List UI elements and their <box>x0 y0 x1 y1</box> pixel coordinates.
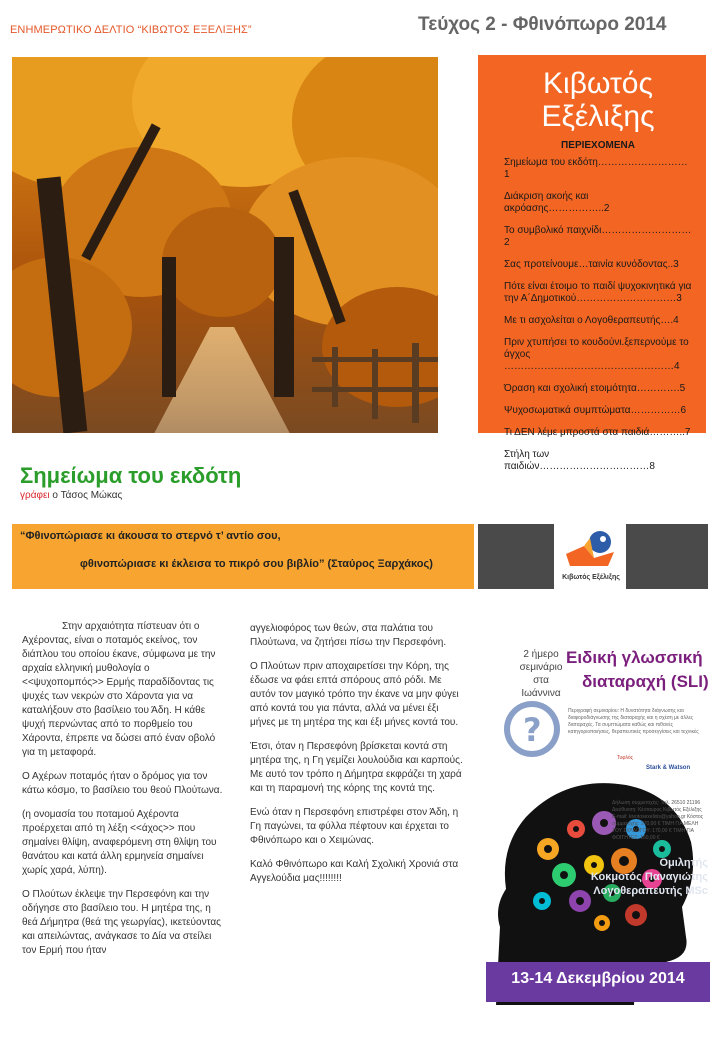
seminar-date: 13-14 Δεκεμβρίου 2014 <box>511 970 685 987</box>
toc-item[interactable]: Σας προτείνουμε…ταινία κυνόδοντας..3 <box>504 259 679 270</box>
article-column-1 <box>22 620 228 968</box>
newsletter-title: Κιβωτός Εξέλιξης <box>541 67 655 133</box>
quote-line-2: φθινοπώριασε κι έκλεισα το πικρό σου βιβλίο” (Σταύρος Ξαρχάκος) <box>80 558 433 570</box>
speaker-title: Λογοθεραπευτής MSc <box>593 885 708 897</box>
bulletin-label: ΕΝΗΜΕΡΩΤΙΚΟ ΔΕΛΤΙΟ “ΚΙΒΩΤΟΣ ΕΞΕΛΙΞΗΣ” <box>10 24 252 36</box>
paragraph: Έτσι, όταν η Περσεφόνη βρίσκεται κοντά στη μητέρα της, η Γη γεμίζει λουλούδια και καρπούς. Με αυτό τον τρόπο η Δήμητρα εκφράζει τη χαρά και τη παραμονή της κόρης της κοντά της. <box>250 741 463 794</box>
toc-item[interactable]: Όραση και σχολική ετοιμότητα………….5 <box>504 383 686 394</box>
sponsor-logo-2: Stark & Watson <box>646 765 691 771</box>
paragraph: Ο Πλούτων έκλεψε την Περσεφόνη και την οδήγησε στο βασίλειο του. Η μητέρα της, η θεά Δήμητρα (θεά της γεωργίας), ικετεύοντας και απειλώντας, ανάγκασε το Δία να στείλει τον Ερμή που ήταν <box>22 889 221 956</box>
speaker-name: Κοκμοτός Παναγιώτης <box>590 871 708 883</box>
toc-item[interactable]: Το συμβολικό παιχνίδι………………………2 <box>504 225 692 248</box>
paragraph: (η ονομασία του ποταμού Αχέροντα προέρχεται από τη λέξη <<άχος>> που σημαίνει θλίψη, αναφερόμενη στη θλίψη του θανάτου και κατά άλλη ερμηνεία σημαίνει χωρίς χαρά, λύπη). <box>22 809 217 876</box>
toc-item[interactable]: Με τι ασχολείται ο Λογοθεραπευτής….4 <box>504 315 679 326</box>
toc-item[interactable]: Πριν χτυπήσει το κουδούνι.ξεπερνούμε το άγχος ……………………………………………4 <box>504 337 689 372</box>
ark-logo-icon <box>554 524 626 574</box>
dark-panel-right <box>626 524 708 589</box>
toc-item[interactable]: Ψυχοσωματικά συμπτώματα……………6 <box>504 405 687 416</box>
toc-item[interactable]: Στήλη των παιδιών……………………………8 <box>504 449 655 472</box>
issue-label: Τεύχος 2 - Φθινόπωρο 2014 <box>418 14 667 35</box>
paragraph: Καλό Φθινόπωρο και Καλή Σχολική Χρονιά στα Αγγελούδια μας!!!!!!!! <box>250 859 459 884</box>
toc-item[interactable]: Διάκριση ακοής και ακρόασης……………..2 <box>504 191 610 214</box>
quote-bar <box>12 524 474 589</box>
svg-text:?: ? <box>523 711 542 749</box>
autumn-road-photo <box>12 57 438 433</box>
editor-byline <box>20 490 122 501</box>
article-column-2 <box>250 622 466 896</box>
editor-note-title: Σημείωμα του εκδότη <box>20 463 242 488</box>
byline-prefix: γράφει <box>20 490 50 501</box>
paragraph: Ενώ όταν η Περσεφόνη επιστρέφει στον Άδη, η Γη παγώνει, τα φύλλα πέφτουν και έρχεται το Φθινόπωρο και ο Χειμώνας. <box>250 807 459 846</box>
quote-line-1: “Φθινοπώριασε κι άκουσα το στερνό τ’ αντίο σου, <box>20 530 281 542</box>
sponsor-logo-1: Τυφλός <box>616 755 634 761</box>
seminar-title-line-2: διαταραχή (SLI) <box>582 672 709 691</box>
toc-item[interactable]: Πότε είναι έτοιμο το παιδί ψυχοκινητικά για την Α΄Δημοτικού…………………………3 <box>504 281 692 304</box>
seminar-duration: 2 ήμερο σεμινάριο στα Ιωάννινα <box>519 649 563 699</box>
dark-panel-left <box>478 524 554 589</box>
paragraph: Ο Πλούτων πριν αποχαιρετίσει την Κόρη, της έδωσε να φάει επτά σπόρους από ρόδι. Με αυτόν τον μαγικό τρόπο την έκανε να μην φύγει από κοντά του για πάντα, αλλά να μένει έξι μήνες με τη μητέρα της και έξι μήνες κοντά του. <box>250 661 459 728</box>
seminar-info: Δήλωση συμμετοχής: Τηλ. 26510 21196 Διεύθυνση: Κένταυρος Κιβωτός Εξέλιξης E-mail: kivotosexelixis@yahoo.gr Κόστος συμμετοχής: 270,00 € ΤΙΜΗ ΓΙΑ ΜΕΛΗ ΤΟΥ ΣΥΛΛΟΓΟΥ: 170,00 € ΤΙΜΗ ΓΙΑ ΦΟΙΤΗΤΕΣ: 160,00 € <box>612 800 704 841</box>
table-of-contents <box>478 55 706 472</box>
paragraph: Ο Αχέρων ποταμός ήταν ο δρόμος για τον κάτω κόσμο, το βασίλειο του θεού Πλούτωνα. <box>22 771 223 796</box>
seminar-title-line-1: Ειδική γλωσσική <box>566 648 703 667</box>
paragraph: Στην αρχαιότητα πίστευαν ότι ο Αχέροντας, είναι ο ποταμός εκείνος, τον διάπλου του οποίου έκανε, σύμφωνα με την αρχαία ελληνική μυθολογία ο <<ψυχοπομπός>> Ερμής παραδίδοντας τις ψυχές των νεκρών στο Χάροντα για να καταλήξουν στο βασίλειο του Άδη. Η κάθε ψυχή περνώντας από το πορθμείο του Χάροντα, έπρεπε να δώσει από έναν οβολό για τη μεταφορά. <box>22 621 216 758</box>
seminar-description: Περιγραφή σεμιναρίου: Η δυνατότητα διάγνωσης και διαφοροδιάγνωσης της διαταραχής και η σχέση με άλλες διαταραχές. Τα συμπτώματα καθώς και πιθανές κατηγοριοποιήσεις, θεραπευτικές προσεγγίσεις και τεχνικές <box>568 708 699 735</box>
toc-item[interactable]: Τι ΔΕΝ λέμε μπροστά στα παιδιά………..7 <box>504 427 691 438</box>
toc-item[interactable]: Σημείωμα του εκδότη………………………1 <box>504 157 688 180</box>
logo-caption: Κιβωτός Εξέλιξης <box>562 574 620 581</box>
speaker-label: Ομιλητής <box>659 857 708 869</box>
toc-heading: ΠΕΡΙΕΧΟΜΕΝΑ <box>561 140 635 151</box>
byline-author: ο Τάσος Μώκας <box>49 490 123 501</box>
paragraph: αγγελιοφόρος των θεών, στα παλάτια του Πλούτωνα, να ζητήσει πίσω την Περσεφόνη. <box>250 623 447 648</box>
